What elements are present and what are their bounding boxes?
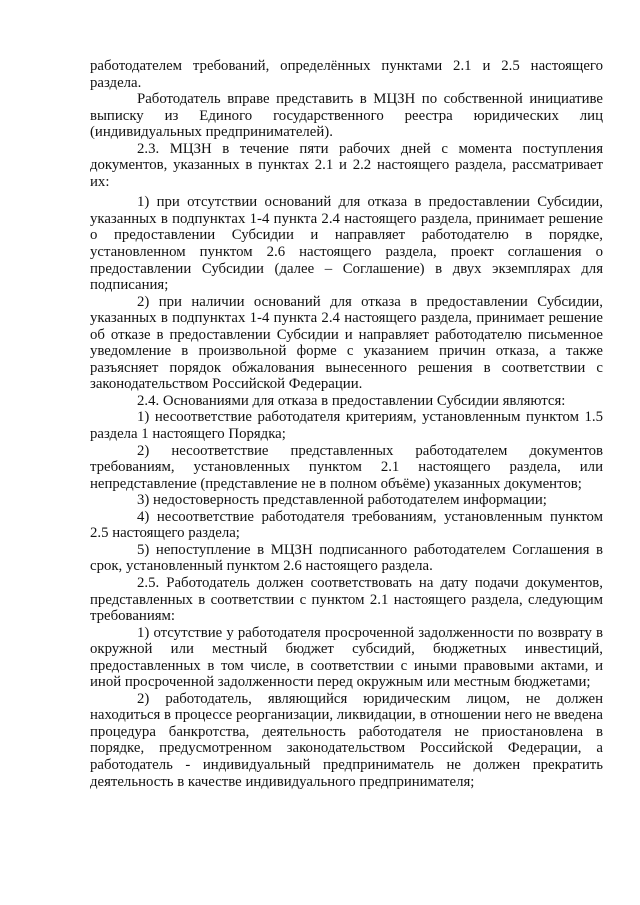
paragraph-2-4: 2.4. Основаниями для отказа в предоставлении Субсидии являются: [137,392,566,409]
paragraph-extract-right: Работодатель вправе представить в МЦЗН по собственной инициативе выписку из Единого государственного реестра юридических лиц (индивидуальных предпринимателей). [90,91,603,141]
paragraph-2-5: 2.5. Работодатель должен соответствовать на дату подачи документов, представленных в соответствии с пунктом 2.1 настоящего раздела, следующим требованиям: [90,574,603,625]
paragraph-2-4-item-5: 5) непоступление в МЦЗН подписанного работодателем Соглашения в срок, установленный пунктом 2.6 настоящего раздела. [90,541,603,575]
paragraph-2-5-item-2: 2) работодатель, являющийся юридическим лицом, не должен находиться в процессе реорганизации, ликвидации, в отношении него не введена процедура банкротства, деятельность работодателя не приостановлена в порядке, предусмотренном законодательством Российской Федерации, а работодатель - индивидуальный предприниматель не должен прекратить деятельность в качестве индивидуального предпринимателя; [90,690,603,790]
paragraph-2-3-item-1: 1) при отсутствии оснований для отказа в предоставлении Субсидии, указанных в подпунктах 1-4 пункта 2.4 настоящего раздела, принимает решение о предоставлении Субсидии и направляет работодателю в порядке, установленном пунктом 2.6 настоящего раздела, проект соглашения о предоставлении Субсидии (далее – Соглашение) в двух экземплярах для подписания; [90,194,603,294]
paragraph-2-5-item-1: 1) отсутствие у работодателя просроченной задолженности по возврату в окружной или местный бюджет субсидий, бюджетных инвестиций, предоставленных в том числе, в соответствии с иными правовыми актами, и иной просроченной задолженности перед окружным или местным бюджетами; [90,624,603,691]
paragraph-continuation: работодателем требований, определённых пунктами 2.1 и 2.5 настоящего раздела. [90,58,603,91]
paragraph-2-4-item-1: 1) несоответствие работодателя критериям, установленным пунктом 1.5 раздела 1 настоящего Порядка; [90,409,603,443]
paragraph-2-4-item-3: 3) недостоверность представленной работодателем информации; [137,492,547,509]
paragraph-2-4-item-4: 4) несоответствие работодателя требованиям, установленным пунктом 2.5 настоящего раздела; [90,508,603,542]
paragraph-2-3: 2.3. МЦЗН в течение пяти рабочих дней с момента поступления документов, указанных в пунктах 2.1 и 2.2 настоящего раздела, рассматривает их: [90,140,603,190]
paragraph-2-4-item-2: 2) несоответствие представленных работодателем документов требованиям, установленных пунктом 2.1 настоящего раздела, или непредставление (представление не в полном объёме) указанных документов; [90,442,603,492]
document-body [90,58,603,790]
paragraph-2-3-item-2: 2) при наличии оснований для отказа в предоставлении Субсидии, указанных в подпунктах 1-4 пункта 2.4 настоящего раздела, принимает решение об отказе в предоставлении Субсидии и направляет работодателю письменное уведомление в произвольной форме с указанием причин отказа, а также разъясняет порядок обжалования вынесенного решения в соответствии с законодательством Российской Федерации. [90,293,603,393]
